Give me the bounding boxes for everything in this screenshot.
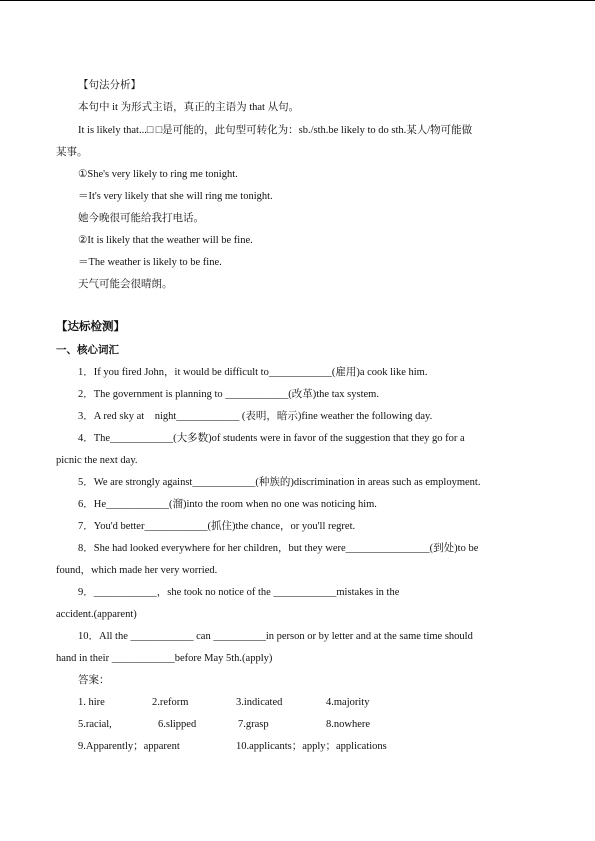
answer: 7.grasp xyxy=(238,719,269,730)
answer: 3.indicated xyxy=(236,697,283,708)
exercise-item: 10．All the ____________ can __________in person or by letter and at the same time should xyxy=(78,631,473,642)
answer: 9.Apparently；apparent xyxy=(78,741,180,752)
exercise-item: 1．If you fired John，it would be difficult to____________(雇用)a cook like him. xyxy=(78,367,428,378)
analysis-line: 本句中 it 为形式主语，真正的主语为 that 从句。 xyxy=(78,102,300,113)
analysis-translation: 天气可能会很晴朗。 xyxy=(78,279,173,290)
analysis-example: ②It is likely that the weather will be fine. xyxy=(78,235,253,246)
exercise-item-continued: hand in their ____________before May 5th.(apply) xyxy=(56,653,273,664)
exercise-item: 2．The government is planning to ____________(改革)the tax system. xyxy=(78,389,379,400)
analysis-heading: 【句法分析】 xyxy=(78,80,141,91)
exercise-item: 8．She had looked everywhere for her children，but they were________________(到处)to be xyxy=(78,543,479,554)
answer: 2.reform xyxy=(152,697,189,708)
analysis-translation: 她今晚很可能给我打电话。 xyxy=(78,213,204,224)
exercise-item: 9．____________，she took no notice of the ____________mistakes in the xyxy=(78,587,400,598)
exercise-item: 5．We are strongly against____________(种族的)discrimination in areas such as employment. xyxy=(78,477,481,488)
answer: 4.majority xyxy=(326,697,370,708)
analysis-example: ＝The weather is likely to be fine. xyxy=(78,257,222,268)
answer: 1. hire xyxy=(78,697,105,708)
exercise-item: 3．A red sky at night____________ (表明，暗示)fine weather the following day. xyxy=(78,411,433,422)
exercise-item: 7．You'd better____________(抓住)the chance，or you'll regret. xyxy=(78,521,356,532)
answers-label: 答案： xyxy=(78,675,110,686)
page-top-rule xyxy=(0,0,595,1)
answer: 10.applicants；apply；applications xyxy=(236,741,387,752)
analysis-example: ①She's very likely to ring me tonight. xyxy=(78,169,238,180)
answer: 6.slipped xyxy=(158,719,197,730)
analysis-example: ＝It's very likely that she will ring me tonight. xyxy=(78,191,273,202)
answer: 8.nowhere xyxy=(326,719,371,730)
test-heading: 【达标检测】 xyxy=(56,321,125,333)
exercise-item-continued: accident.(apparent) xyxy=(56,609,137,620)
exercise-item: 4．The____________(大多数)of students were in favor of the suggestion that they go for a xyxy=(78,433,465,444)
analysis-line: 某事。 xyxy=(56,147,88,158)
analysis-line: It is likely that...□ □是可能的，此句型可转化为：sb./sth.be likely to do sth.某人/物可能做 xyxy=(78,125,473,136)
exercise-item-continued: picnic the next day. xyxy=(56,455,138,466)
exercise-item: 6．He____________(溜)into the room when no one was noticing him. xyxy=(78,499,377,510)
section-heading: 一、核心词汇 xyxy=(56,345,119,356)
exercise-item-continued: found，which made her very worried. xyxy=(56,565,218,576)
answer: 5.racial, xyxy=(78,719,112,730)
